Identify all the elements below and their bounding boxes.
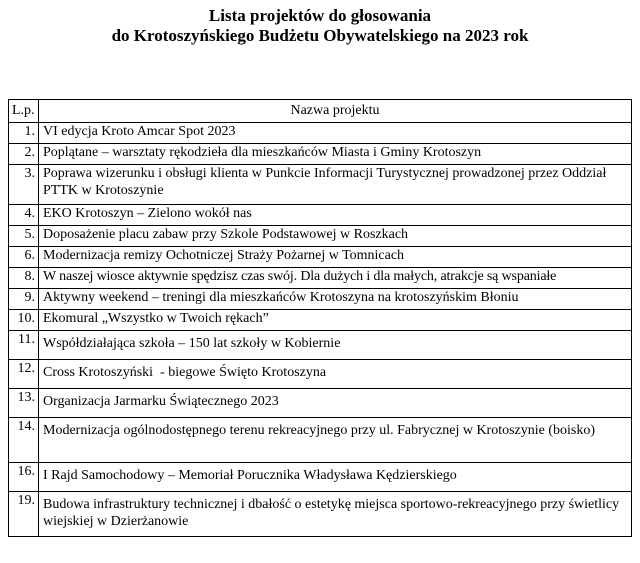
table-row: [9, 144, 632, 165]
table-header-row: [9, 100, 632, 123]
column-header-lp: L.p.: [9, 100, 39, 123]
project-name: Modernizacja ogólnodostępnego terenu rekreacyjnego przy ul. Fabrycznej w Krotoszynie (boisko): [39, 418, 632, 463]
row-number: 6.: [9, 247, 39, 268]
row-number: 5.: [9, 226, 39, 247]
title-line-1: Lista projektów do głosowania: [208, 6, 432, 25]
project-name: Cross Krotoszyński - biegowe Święto Krotoszyna: [39, 360, 632, 389]
project-name: Aktywny weekend – treningi dla mieszkańców Krotoszyna na krotoszyńskim Błoniu: [39, 289, 632, 310]
table-row: [9, 268, 632, 289]
table-row: [9, 389, 632, 418]
table-row: [9, 226, 632, 247]
document-title: [0, 6, 640, 46]
title-line-2: do Krotoszyńskiego Budżetu Obywatelskiego na 2023 rok: [111, 26, 529, 45]
project-name: Budowa infrastruktury technicznej i dbałość o estetykę miejsca sportowo-rekreacyjnego przy świetlicy wiejskiej w Dzierżanowie: [39, 492, 632, 537]
table-row: [9, 205, 632, 226]
column-header-name: Nazwa projektu: [39, 100, 632, 123]
row-number: 1.: [9, 123, 39, 144]
row-number: 11.: [9, 331, 39, 360]
project-name: Ekomural „Wszystko w Twoich rękach”: [39, 310, 632, 331]
row-number: 9.: [9, 289, 39, 310]
row-number: 16.: [9, 463, 39, 492]
project-name: VI edycja Kroto Amcar Spot 2023: [39, 123, 632, 144]
project-name: EKO Krotoszyn – Zielono wokół nas: [39, 205, 632, 226]
project-name: Poplątane – warsztaty rękodzieła dla mieszkańców Miasta i Gminy Krotoszyn: [39, 144, 632, 165]
row-number: 3.: [9, 165, 39, 205]
row-number: 8.: [9, 268, 39, 289]
projects-table: [8, 99, 632, 537]
table-row: [9, 310, 632, 331]
table-row: [9, 123, 632, 144]
project-name: Organizacja Jarmarku Świątecznego 2023: [39, 389, 632, 418]
project-name: Modernizacja remizy Ochotniczej Straży Pożarnej w Tomnicach: [39, 247, 632, 268]
project-name: W naszej wiosce aktywnie spędzisz czas swój. Dla dużych i dla małych, atrakcje są wspaniałe: [39, 268, 632, 289]
row-number: 4.: [9, 205, 39, 226]
table-body: [9, 123, 632, 537]
table-row: [9, 360, 632, 389]
row-number: 14.: [9, 418, 39, 463]
project-name: Współdziałająca szkoła – 150 lat szkoły w Kobiernie: [39, 331, 632, 360]
row-number: 19.: [9, 492, 39, 537]
table-row: [9, 418, 632, 463]
row-number: 2.: [9, 144, 39, 165]
table-row: [9, 165, 632, 205]
project-name: Poprawa wizerunku i obsługi klienta w Punkcie Informacji Turystycznej prowadzonej przez Oddział PTTK w Krotoszynie: [39, 165, 632, 205]
table-row: [9, 247, 632, 268]
table-row: [9, 492, 632, 537]
row-number: 13.: [9, 389, 39, 418]
table-row: [9, 331, 632, 360]
table-row: [9, 463, 632, 492]
row-number: 12.: [9, 360, 39, 389]
row-number: 10.: [9, 310, 39, 331]
table-row: [9, 289, 632, 310]
project-name: I Rajd Samochodowy – Memoriał Porucznika Władysława Kędzierskiego: [39, 463, 632, 492]
project-name: Doposażenie placu zabaw przy Szkole Podstawowej w Roszkach: [39, 226, 632, 247]
